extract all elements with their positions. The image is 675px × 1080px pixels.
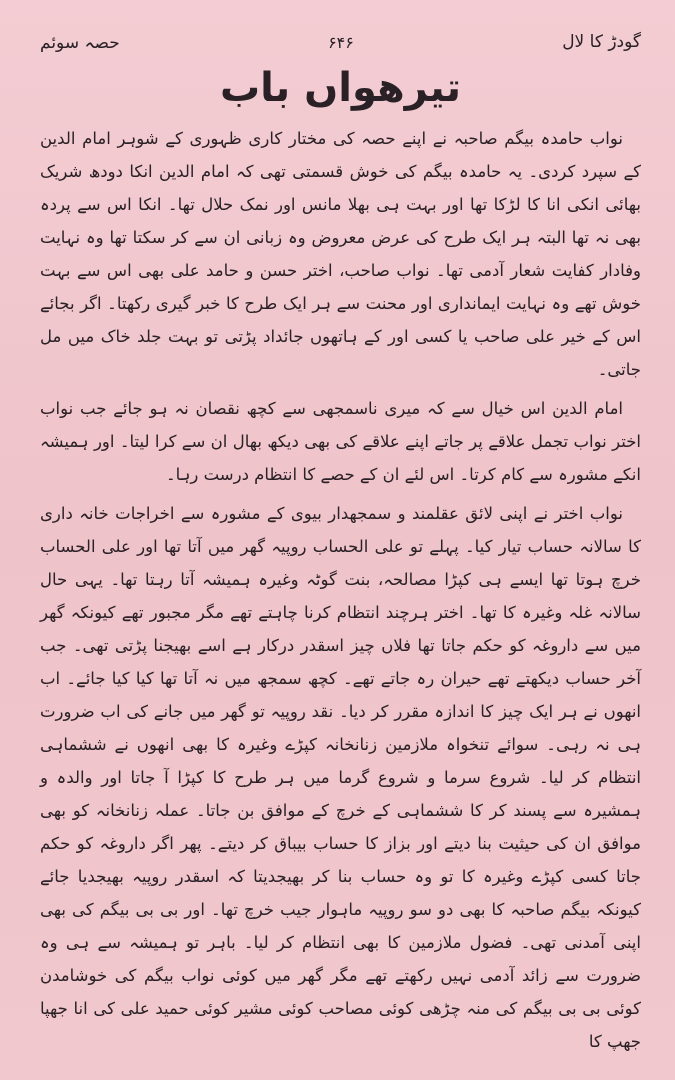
paragraph-3: نواب اختر نے اپنی لائق عقلمند و سمجھدار بیوی کے مشورہ سے اخراجات خانہ داری کا سالانہ حساب تیار کیا۔ پہلے تو علی الحساب روپیہ گھر میں آتا تھا اور علی الحساب خرچ ہوتا تھا ایسے ہی کپڑا مصالحہ، بنت گوٹہ وغیرہ ہمیشہ آتا رہتا تھا۔ یہی حال سالانہ غلہ وغیرہ کا تھا۔ اختر ہرچند انتظام کرنا چاہتے تھے مگر مجبور تھے کیونکہ گھر میں سے داروغہ کو حکم جاتا تھا فلاں چیز اسقدر درکار ہے اسے بھیجنا پڑتی تھی۔ جب آخر حساب دیکھتے تھے حیران رہ جاتے تھے۔ کچھ سمجھ میں نہ آتا تھا کیا کیا جائے۔ اب انھوں نے ہر ایک چیز کا اندازہ مقرر کر دیا۔ نقد روپیہ تو گھر میں جانے کی اب ضرورت ہی نہ رہی۔ سوائے تنخواہ ملازمین زنانخانہ کپڑے وغیرہ کا بھی انھوں نے ششماہی انتظام کر لیا۔ شروع سرما و شروع گرما میں ہر طرح کا کپڑا آ جاتا اور والدہ و ہمشیرہ سے پسند کر کا ششماہی کے خرچ کے موافق بن جاتا۔ عملہ زنانخانہ کو بھی موافق ان کی حیثیت بنا دیتے اور بزاز کا حساب بیباق کر دیتے۔ پھر اگر داروغہ کو حکم جاتا کسی کپڑے وغیرہ کا تو وہ حساب بنا کر بھیجدیتا کہ اسقدر روپیہ بھیجدیا جائے کیونکہ بیگم صاحبہ کا بھی دو سو روپیہ ماہوار جیب خرچ تھا۔ اور بی بی بیگم کی بھی اپنی آمدنی تھی۔ فضول ملازمین کا بھی انتظام کر لیا۔ باہر تو ہمیشہ سے ہی وہ ضرورت سے زائد آدمی نہیں رکھتے تھے مگر گھر میں کوئی نواب بیگم کی خوشامدن کوئی بی بی بیگم کی منہ چڑھی کوئی مصاحب کوئی مشیر کوئی حمید علی کی انا جھپا جھپ کا: [40, 504, 641, 1051]
paragraph-2: امام الدین اس خیال سے کہ میری ناسمجھی سے کچھ نقصان نہ ہو جائے جب نواب اختر نواب تجمل علاقے پر جاتے اپنے علاقے کی بھی دیکھ بھال ان سے کرا لیتا۔ اور ہمیشہ انکے مشورہ سے کام کرتا۔ اس لئے ان کے حصے کا انتظام درست رہا۔: [40, 399, 641, 484]
page-header: [40, 24, 641, 60]
page-number: ۶۴۶: [328, 32, 354, 52]
body-text: [40, 122, 641, 1058]
part-label: حصہ سوئم: [40, 32, 120, 53]
book-title: گودڑ کا لال: [562, 32, 641, 52]
paragraph-1: نواب حامدہ بیگم صاحبہ نے اپنے حصہ کی مختار کاری ظہوری کے شوہر امام الدین کے سپرد کردی۔ یہ حامدہ بیگم کی خوش قسمتی تھی کہ امام الدین انکا دودھ شریک بھائی انکی انا کا لڑکا تھا اور بہت ہی بھلا مانس اور نمک حلال تھا۔ انکا اس سے پردہ بھی نہ تھا البتہ ہر ایک طرح کی عرض معروض وہ زبانی ان سے کر سکتا تھا وہ نہایت وفادار کفایت شعار آدمی تھا۔ نواب صاحب، اختر حسن و حامد علی بھی اس سے بہت خوش تھے وہ نہایت ایمانداری اور محنت سے ہر ایک طرح کا خبر گیری رکھتا۔ اگر بجائے اس کے خیر علی صاحب یا کسی اور کے ہاتھوں جائداد پڑتی تو بہت جلد خاک میں مل جاتی۔: [40, 129, 641, 379]
chapter-title: تیرھواں باب: [219, 65, 462, 111]
